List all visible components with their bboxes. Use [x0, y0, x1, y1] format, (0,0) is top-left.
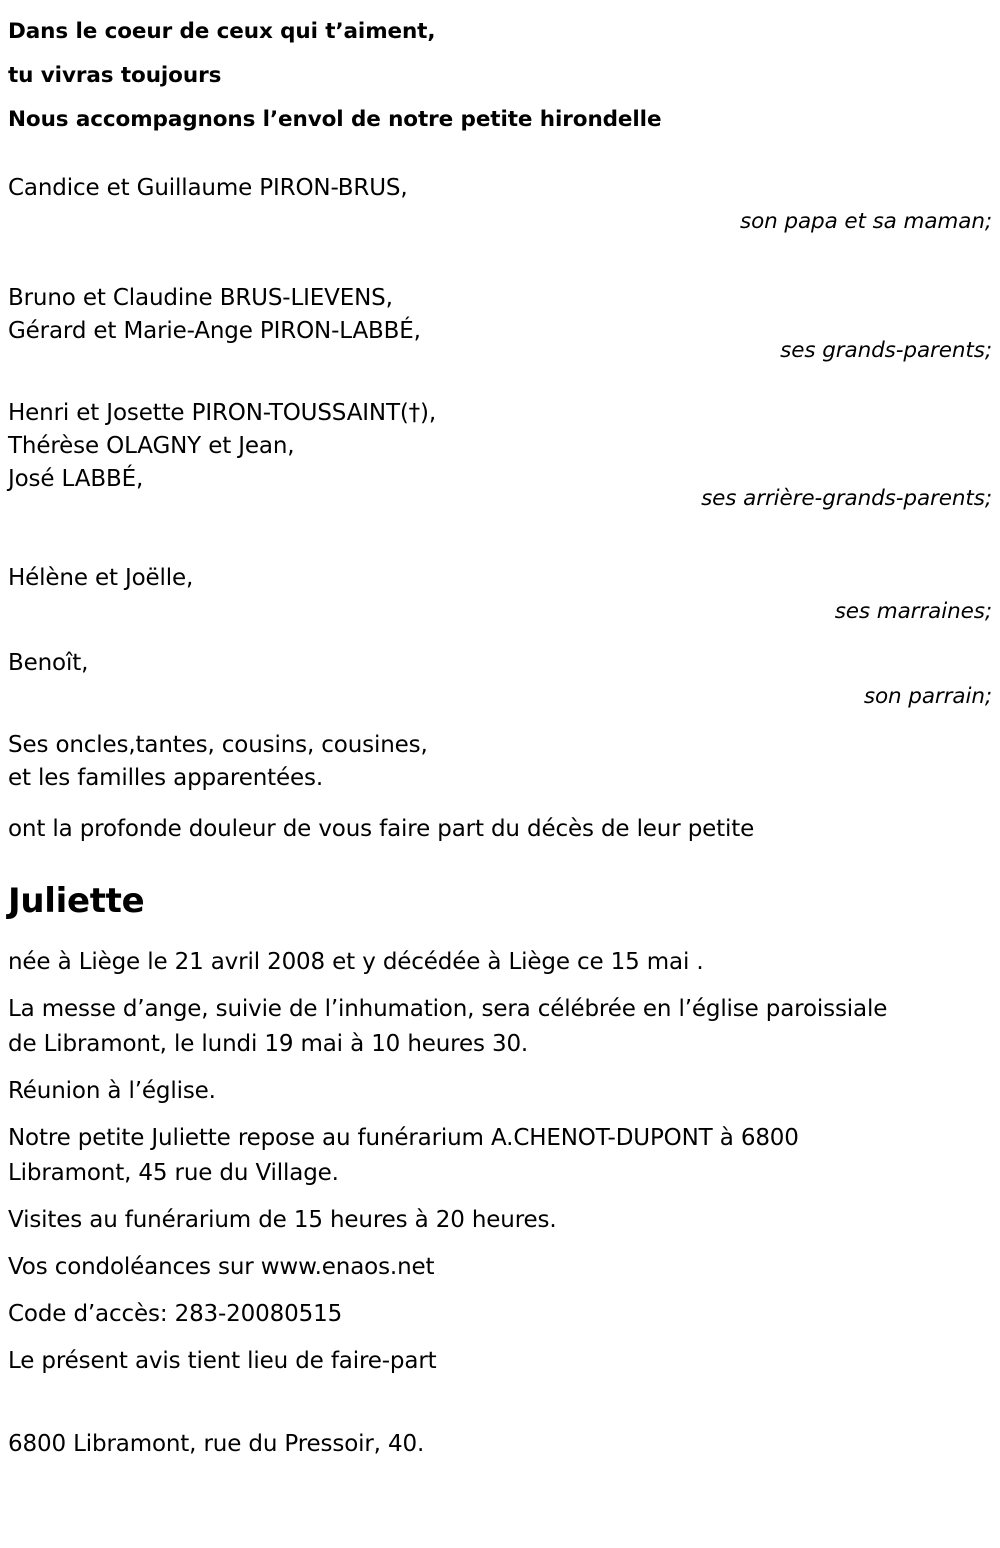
family-name-line: José LABBÉ, [8, 466, 144, 492]
family-role-grandparents: ses grands-parents; [780, 338, 992, 363]
family-names-grandparents [8, 282, 648, 348]
epitaph-line-1: Dans le coeur de ceux qui t’aiment, [8, 19, 436, 44]
family-name-line: Ses oncles,tantes, cousins, cousines, [8, 732, 428, 758]
detail-funeral-home: Notre petite Juliette repose au funérarium A.CHENOT-DUPONT à 6800 Libramont, 45 rue du Village. [8, 1125, 799, 1186]
family-name-line: Benoît, [8, 650, 89, 676]
family-group-godfather [8, 647, 992, 719]
epitaph-line-2: tu vivras toujours [8, 63, 222, 88]
family-names-godmothers [8, 562, 648, 595]
family-list [8, 172, 992, 795]
detail-notice-disclaimer: Le présent avis tient lieu de faire-part [8, 1348, 437, 1374]
detail-access-code: Code d’accès: 283-20080515 [8, 1301, 343, 1327]
details-block [8, 945, 992, 1379]
family-group-extended [8, 729, 992, 795]
family-role-godmothers: ses marraines; [834, 599, 992, 624]
family-group-parents [8, 172, 992, 272]
epitaph-line-3: Nous accompagnons l’envol de notre petite hirondelle [8, 107, 662, 132]
family-role-great-grandparents: ses arrière-grands-parents; [701, 486, 992, 511]
family-name-line: Thérèse OLAGNY et Jean, [8, 433, 295, 459]
family-names-extended [8, 729, 648, 795]
announcement-lead: ont la profonde douleur de vous faire part du décès de leur petite [8, 816, 755, 842]
footer-address: 6800 Libramont, rue du Pressoir, 40. [8, 1431, 425, 1457]
family-names-parents [8, 172, 648, 205]
family-names-great-grandparents [8, 397, 648, 496]
deceased-name: Juliette [8, 881, 145, 921]
family-group-grandparents [8, 282, 992, 387]
family-group-godmothers [8, 562, 992, 637]
detail-mass-service: La messe d’ange, suivie de l’inhumation, sera célébrée en l’église paroissiale de Libramont, le lundi 19 mai à 10 heures 30. [8, 996, 888, 1057]
family-name-line: et les familles apparentées. [8, 765, 324, 791]
family-role-parents: son papa et sa maman; [739, 209, 992, 234]
detail-gathering: Réunion à l’église. [8, 1078, 216, 1104]
family-group-great-grandparents [8, 397, 992, 552]
family-name-line: Hélène et Joëlle, [8, 565, 194, 591]
family-names-godfather [8, 647, 648, 680]
family-name-line: Candice et Guillaume PIRON-BRUS, [8, 175, 408, 201]
detail-condolences-website: Vos condoléances sur www.enaos.net [8, 1254, 435, 1280]
family-name-line: Henri et Josette PIRON-TOUSSAINT(†), [8, 400, 437, 426]
family-name-line: Bruno et Claudine BRUS-LIEVENS, [8, 285, 393, 311]
detail-birth-death: née à Liège le 21 avril 2008 et y décédée à Liège ce 15 mai . [8, 949, 704, 975]
family-role-godfather: son parrain; [863, 684, 992, 709]
epitaph-block [8, 10, 992, 142]
family-name-line: Gérard et Marie-Ange PIRON-LABBÉ, [8, 318, 421, 344]
detail-visiting-hours: Visites au funérarium de 15 heures à 20 heures. [8, 1207, 557, 1233]
